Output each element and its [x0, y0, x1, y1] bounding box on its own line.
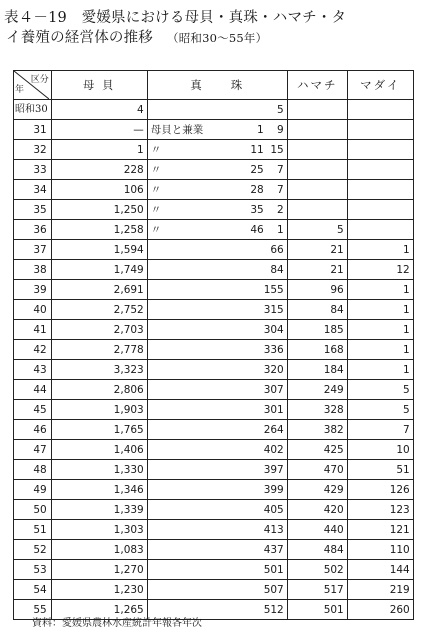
pearl-values — [151, 361, 284, 379]
pearl-count: 501 — [263, 563, 284, 576]
pearl-count: 7 — [277, 163, 284, 176]
table-row — [14, 100, 414, 120]
table-row — [14, 220, 414, 240]
table-row — [14, 140, 414, 160]
pearl-count: 1 — [277, 223, 284, 236]
year-cell: 39 — [14, 280, 52, 300]
pearl-numbers — [250, 221, 284, 239]
table-row — [14, 480, 414, 500]
pearl-numbers — [244, 421, 284, 439]
pearl-cell — [147, 480, 287, 500]
hamachi-cell: 21 — [287, 260, 347, 280]
haha-cell: 1,303 — [51, 520, 147, 540]
pearl-note: 〃 — [150, 183, 162, 196]
pearl-count: 66 — [270, 243, 284, 256]
hamachi-cell: 249 — [287, 380, 347, 400]
haha-cell: 3,323 — [51, 360, 147, 380]
pearl-values — [151, 101, 284, 119]
year-cell: 50 — [14, 500, 52, 520]
pearl-cell — [147, 100, 287, 120]
pearl-count: 304 — [263, 323, 284, 336]
pearl-values — [151, 261, 284, 279]
pearl-cell — [147, 320, 287, 340]
haha-cell: 2,752 — [51, 300, 147, 320]
pearl-count: 301 — [263, 403, 284, 416]
pearl-count: 315 — [263, 303, 284, 316]
corner-header-year: 年 — [15, 85, 25, 95]
pearl-joint-count — [250, 261, 264, 279]
pearl-joint-count: 25 — [250, 163, 264, 176]
pearl-values — [151, 181, 284, 199]
pearl-joint-count — [244, 461, 258, 479]
hamachi-cell: 382 — [287, 420, 347, 440]
pearl-numbers — [244, 541, 284, 559]
year-cell: 44 — [14, 380, 52, 400]
pearl-note: 〃 — [150, 223, 162, 236]
madai-cell: 1 — [347, 320, 413, 340]
pearl-count: 402 — [263, 443, 284, 456]
hamachi-cell: 185 — [287, 320, 347, 340]
pearl-joint-count — [244, 481, 258, 499]
year-cell: 37 — [14, 240, 52, 260]
pearl-numbers — [244, 381, 284, 399]
pearl-values — [151, 201, 284, 219]
hamachi-cell — [287, 100, 347, 120]
year-cell: 35 — [14, 200, 52, 220]
table-row — [14, 540, 414, 560]
madai-cell: 123 — [347, 500, 413, 520]
pearl-cell — [147, 380, 287, 400]
madai-cell: 1 — [347, 280, 413, 300]
pearl-cell — [147, 300, 287, 320]
madai-cell: 1 — [347, 240, 413, 260]
hamachi-cell: 429 — [287, 480, 347, 500]
year-cell: 55 — [14, 600, 52, 620]
pearl-numbers — [244, 521, 284, 539]
pearl-cell — [147, 160, 287, 180]
madai-cell: 10 — [347, 440, 413, 460]
pearl-values — [151, 421, 284, 439]
pearl-count: 399 — [263, 483, 284, 496]
madai-cell — [347, 140, 413, 160]
pearl-values — [151, 321, 284, 339]
pearl-count: 2 — [277, 203, 284, 216]
pearl-values — [151, 241, 284, 259]
title-line-2: イ養殖の経営体の推移 （昭和30～55年） — [6, 30, 268, 46]
source-note: 資料：愛媛県農林水産統計年報各年次 — [32, 618, 202, 629]
table-row — [14, 460, 414, 480]
pearl-values — [151, 121, 284, 139]
year-cell: 54 — [14, 580, 52, 600]
haha-cell: 1,250 — [51, 200, 147, 220]
pearl-joint-count — [244, 281, 258, 299]
table-row — [14, 580, 414, 600]
table-title — [4, 8, 414, 48]
madai-cell: 1 — [347, 340, 413, 360]
pearl-values — [151, 141, 284, 159]
table-row — [14, 200, 414, 220]
hamachi-cell: 484 — [287, 540, 347, 560]
pearl-count: 307 — [263, 383, 284, 396]
pearl-count: 320 — [263, 363, 284, 376]
madai-cell: 110 — [347, 540, 413, 560]
pearl-count: 15 — [270, 143, 284, 156]
pearl-cell — [147, 500, 287, 520]
madai-cell: 144 — [347, 560, 413, 580]
hamachi-cell: 168 — [287, 340, 347, 360]
pearl-count: 405 — [263, 503, 284, 516]
haha-cell: 1,749 — [51, 260, 147, 280]
table-row — [14, 440, 414, 460]
haha-cell: 1,083 — [51, 540, 147, 560]
haha-cell: 1,406 — [51, 440, 147, 460]
pearl-count: 9 — [277, 123, 284, 136]
pearl-count: 437 — [263, 543, 284, 556]
haha-cell: 4 — [51, 100, 147, 120]
table-row — [14, 260, 414, 280]
pearl-count: 512 — [263, 603, 284, 616]
hamachi-cell: 184 — [287, 360, 347, 380]
haha-cell: 2,691 — [51, 280, 147, 300]
pearl-numbers — [250, 141, 284, 159]
table-row — [14, 240, 414, 260]
pearl-numbers — [244, 401, 284, 419]
title-line-1: 表４－19 愛媛県における母貝・真珠・ハマチ・タ — [4, 10, 347, 26]
madai-cell: 219 — [347, 580, 413, 600]
madai-cell — [347, 200, 413, 220]
pearl-values — [151, 581, 284, 599]
pearl-numbers — [244, 581, 284, 599]
pearl-cell — [147, 400, 287, 420]
year-cell: 33 — [14, 160, 52, 180]
haha-cell: 2,703 — [51, 320, 147, 340]
pearl-joint-count — [244, 321, 258, 339]
pearl-values — [151, 161, 284, 179]
haha-cell: 1,339 — [51, 500, 147, 520]
pearl-cell — [147, 140, 287, 160]
pearl-joint-count: 11 — [250, 143, 264, 156]
year-cell: 49 — [14, 480, 52, 500]
pearl-numbers — [244, 461, 284, 479]
corner-header-category: 区分 — [30, 75, 49, 85]
haha-cell: 1,903 — [51, 400, 147, 420]
pearl-numbers — [250, 201, 284, 219]
pearl-numbers — [244, 441, 284, 459]
table-row — [14, 280, 414, 300]
haha-cell: 1,330 — [51, 460, 147, 480]
pearl-values — [151, 401, 284, 419]
title-era: （昭和30～55年） — [167, 31, 268, 45]
haha-cell: 1,594 — [51, 240, 147, 260]
pearl-cell — [147, 220, 287, 240]
pearl-cell — [147, 240, 287, 260]
pearl-cell — [147, 180, 287, 200]
pearl-cell — [147, 280, 287, 300]
table-row — [14, 420, 414, 440]
pearl-joint-count — [244, 581, 258, 599]
hamachi-cell — [287, 120, 347, 140]
pearl-numbers — [250, 181, 284, 199]
pearl-note: 〃 — [150, 203, 162, 216]
pearl-joint-count — [244, 341, 258, 359]
table-row — [14, 300, 414, 320]
pearl-joint-count — [244, 421, 258, 439]
pearl-numbers — [250, 261, 284, 279]
corner-header — [14, 71, 52, 100]
madai-cell — [347, 160, 413, 180]
year-cell: 31 — [14, 120, 52, 140]
table-row — [14, 400, 414, 420]
pearl-numbers — [244, 341, 284, 359]
header-haha: 母 貝 — [51, 71, 147, 100]
hamachi-cell — [287, 140, 347, 160]
table-row — [14, 380, 414, 400]
table-row — [14, 160, 414, 180]
year-cell: 38 — [14, 260, 52, 280]
pearl-values — [151, 341, 284, 359]
haha-cell: 2,778 — [51, 340, 147, 360]
pearl-numbers — [244, 481, 284, 499]
data-table — [13, 70, 414, 620]
pearl-joint-count — [244, 361, 258, 379]
madai-cell: 121 — [347, 520, 413, 540]
pearl-values — [151, 281, 284, 299]
pearl-numbers — [244, 281, 284, 299]
hamachi-cell: 440 — [287, 520, 347, 540]
pearl-values — [151, 461, 284, 479]
madai-cell: 260 — [347, 600, 413, 620]
table-row — [14, 560, 414, 580]
pearl-values — [151, 561, 284, 579]
pearl-numbers — [250, 101, 284, 119]
pearl-numbers — [250, 241, 284, 259]
haha-cell: 1 — [51, 140, 147, 160]
hamachi-cell: 96 — [287, 280, 347, 300]
pearl-count: 507 — [263, 583, 284, 596]
year-cell: 47 — [14, 440, 52, 460]
madai-cell — [347, 220, 413, 240]
pearl-values — [151, 541, 284, 559]
pearl-note: 〃 — [150, 163, 162, 176]
pearl-cell — [147, 520, 287, 540]
year-cell: 53 — [14, 560, 52, 580]
pearl-joint-count — [244, 521, 258, 539]
year-cell: 45 — [14, 400, 52, 420]
pearl-cell — [147, 420, 287, 440]
header-madai: マダイ — [347, 71, 413, 100]
year-cell: 48 — [14, 460, 52, 480]
haha-cell: 2,806 — [51, 380, 147, 400]
hamachi-cell — [287, 200, 347, 220]
year-cell: 32 — [14, 140, 52, 160]
pearl-numbers — [250, 121, 284, 139]
haha-cell: 106 — [51, 180, 147, 200]
haha-cell: 1,346 — [51, 480, 147, 500]
pearl-numbers — [244, 301, 284, 319]
madai-cell: 1 — [347, 360, 413, 380]
hamachi-cell: 425 — [287, 440, 347, 460]
hamachi-cell: 470 — [287, 460, 347, 480]
pearl-joint-count — [244, 561, 258, 579]
madai-cell: 5 — [347, 380, 413, 400]
table-body — [14, 100, 414, 620]
pearl-joint-count: 1 — [257, 123, 264, 136]
pearl-cell — [147, 440, 287, 460]
haha-cell: — — [51, 120, 147, 140]
haha-cell: 1,270 — [51, 560, 147, 580]
madai-cell — [347, 180, 413, 200]
pearl-count: 7 — [277, 183, 284, 196]
year-cell: 43 — [14, 360, 52, 380]
table-row — [14, 120, 414, 140]
pearl-joint-count — [244, 601, 258, 619]
pearl-joint-count — [244, 401, 258, 419]
pearl-joint-count — [244, 541, 258, 559]
pearl-values — [151, 501, 284, 519]
pearl-cell — [147, 580, 287, 600]
header-pearl: 真 珠 — [147, 71, 287, 100]
pearl-count: 5 — [277, 103, 284, 116]
haha-cell: 1,265 — [51, 600, 147, 620]
pearl-cell — [147, 120, 287, 140]
pearl-values — [151, 481, 284, 499]
haha-cell: 1,258 — [51, 220, 147, 240]
pearl-count: 413 — [263, 523, 284, 536]
madai-cell: 5 — [347, 400, 413, 420]
pearl-joint-count: 28 — [250, 183, 264, 196]
haha-cell: 228 — [51, 160, 147, 180]
pearl-values — [151, 381, 284, 399]
table-row — [14, 500, 414, 520]
pearl-joint-count — [250, 241, 264, 259]
pearl-cell — [147, 560, 287, 580]
year-cell: 40 — [14, 300, 52, 320]
year-cell: 昭和30 — [14, 100, 52, 120]
pearl-joint-count — [244, 381, 258, 399]
madai-cell — [347, 120, 413, 140]
hamachi-cell: 328 — [287, 400, 347, 420]
table-row — [14, 320, 414, 340]
pearl-numbers — [244, 361, 284, 379]
hamachi-cell: 21 — [287, 240, 347, 260]
madai-cell: 12 — [347, 260, 413, 280]
hamachi-cell: 517 — [287, 580, 347, 600]
hamachi-cell: 420 — [287, 500, 347, 520]
year-cell: 46 — [14, 420, 52, 440]
header-hamachi: ハマチ — [287, 71, 347, 100]
pearl-cell — [147, 340, 287, 360]
pearl-count: 155 — [263, 283, 284, 296]
pearl-values — [151, 301, 284, 319]
year-cell: 34 — [14, 180, 52, 200]
table-row — [14, 520, 414, 540]
hamachi-cell — [287, 160, 347, 180]
haha-cell: 1,765 — [51, 420, 147, 440]
hamachi-cell: 5 — [287, 220, 347, 240]
pearl-values — [151, 441, 284, 459]
table-row — [14, 180, 414, 200]
madai-cell: 126 — [347, 480, 413, 500]
pearl-joint-count — [244, 441, 258, 459]
hamachi-cell: 84 — [287, 300, 347, 320]
pearl-numbers — [244, 321, 284, 339]
year-cell: 36 — [14, 220, 52, 240]
pearl-note: 母貝と兼業 — [150, 123, 204, 136]
year-cell: 52 — [14, 540, 52, 560]
pearl-cell — [147, 360, 287, 380]
pearl-count: 336 — [263, 343, 284, 356]
table-row — [14, 340, 414, 360]
hamachi-cell: 501 — [287, 600, 347, 620]
year-cell: 51 — [14, 520, 52, 540]
pearl-joint-count — [244, 301, 258, 319]
hamachi-cell: 502 — [287, 560, 347, 580]
pearl-values — [151, 521, 284, 539]
pearl-note: 〃 — [150, 143, 162, 156]
haha-cell: 1,230 — [51, 580, 147, 600]
madai-cell — [347, 100, 413, 120]
pearl-joint-count — [250, 101, 264, 119]
pearl-joint-count — [244, 501, 258, 519]
hamachi-cell — [287, 180, 347, 200]
pearl-numbers — [244, 601, 284, 619]
year-cell: 41 — [14, 320, 52, 340]
pearl-count: 397 — [263, 463, 284, 476]
pearl-cell — [147, 540, 287, 560]
madai-cell: 7 — [347, 420, 413, 440]
pearl-joint-count: 46 — [250, 223, 264, 236]
header-row — [14, 71, 414, 100]
pearl-cell — [147, 200, 287, 220]
pearl-count: 264 — [263, 423, 284, 436]
madai-cell: 51 — [347, 460, 413, 480]
year-cell: 42 — [14, 340, 52, 360]
pearl-numbers — [244, 561, 284, 579]
pearl-values — [151, 221, 284, 239]
pearl-cell — [147, 260, 287, 280]
table-row — [14, 360, 414, 380]
pearl-cell — [147, 460, 287, 480]
pearl-count: 84 — [270, 263, 284, 276]
pearl-joint-count: 35 — [250, 203, 264, 216]
pearl-numbers — [250, 161, 284, 179]
pearl-numbers — [244, 501, 284, 519]
madai-cell: 1 — [347, 300, 413, 320]
